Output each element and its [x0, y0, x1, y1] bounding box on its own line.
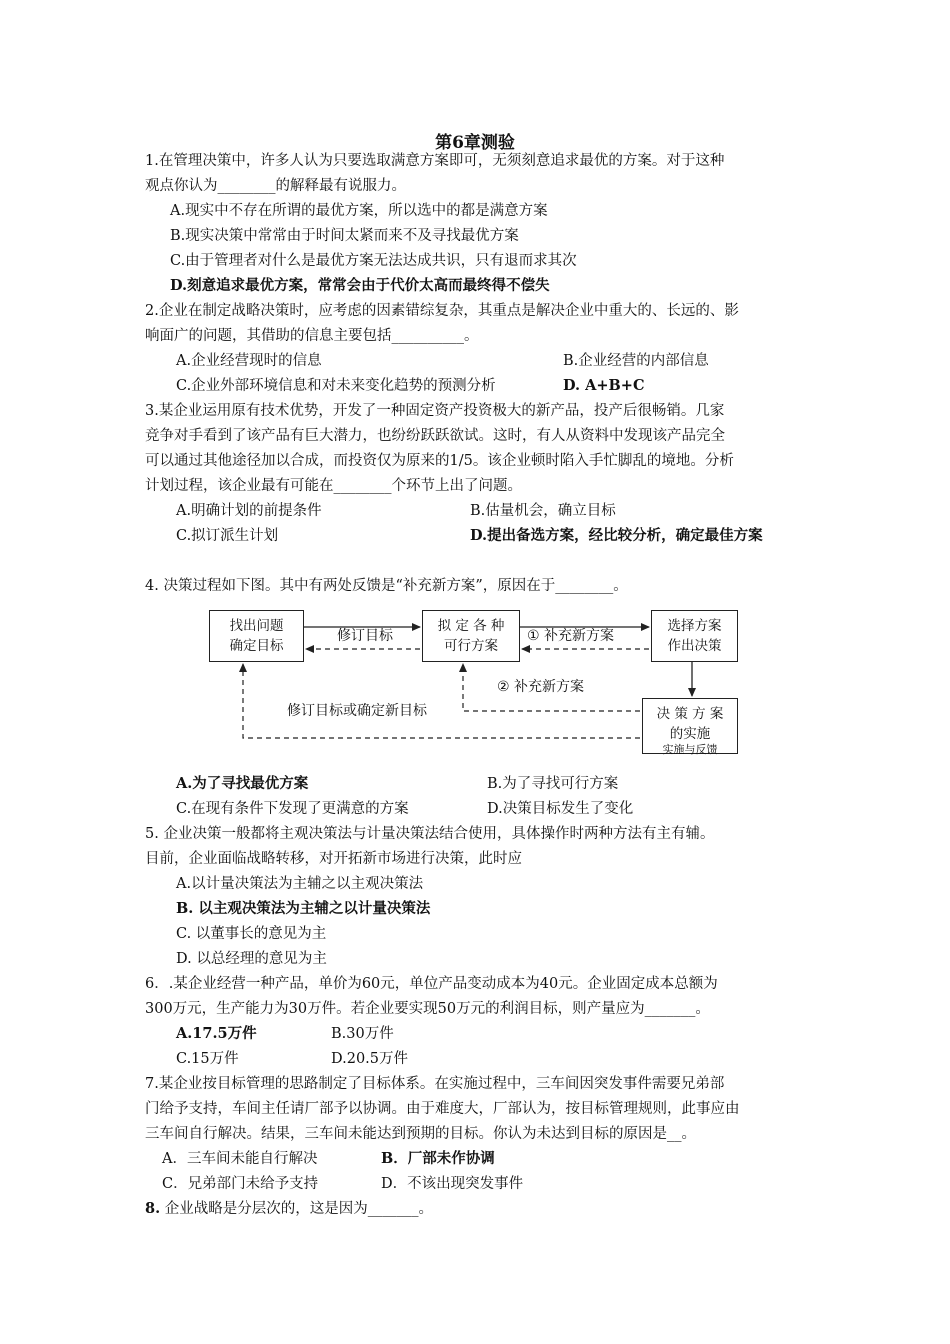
q5-option-a: A.以计量决策法为主辅之以主观决策法 [176, 876, 424, 892]
q2-option-a: A.企业经营现时的信息 [176, 353, 322, 369]
q5-option-c: C. 以董事长的意见为主 [176, 926, 327, 942]
q7-stem-line2: 门给予支持，车间主任请厂部予以协调。由于难度大，厂部认为，按目标管理规则，此事应由 [145, 1101, 740, 1117]
q7-stem-line1: 7.某企业按目标管理的思路制定了目标体系。在实施过程中，三车间因突发事件需要兄弟部 [145, 1076, 725, 1092]
flow-box-choose-decide-line2: 作出决策 [667, 638, 722, 654]
q2-option-b: B.企业经营的内部信息 [563, 353, 709, 369]
q2-option-d-answer: D. A+B+C [563, 377, 645, 394]
flow-box-choose-decide [651, 610, 738, 662]
q8-text: 企业战略是分层次的，这是因为_______。 [160, 1201, 433, 1217]
q1-option-c: C.由于管理者对什么是最优方案无法达成共识，只有退而求其次 [170, 253, 577, 269]
q8-stem [145, 1199, 433, 1219]
q3-option-d-answer: D.提出备选方案，经比较分析，确定最佳方案 [470, 527, 763, 544]
q6-option-a-answer: A.17.5万件 [176, 1025, 257, 1042]
flow-box-draft-options-line1: 拟 定 各 种 [437, 618, 505, 634]
q5-stem-line1: 5. 企业决策一般都将主观决策法与计量决策法结合使用，具体操作时两种方法有主有辅。 [145, 826, 715, 842]
q4-option-b: B.为了寻找可行方案 [487, 776, 619, 792]
flow-box-implement-line3: 实施与反馈 [662, 743, 718, 756]
q3-option-a: A.明确计划的前提条件 [176, 503, 322, 519]
q3-stem-line2: 竞争对手看到了该产品有巨大潜力，也纷纷跃跃欲试。这时，有人从资料中发现该产品完全 [145, 428, 725, 444]
q7-option-b-answer: B．厂部未作协调 [381, 1150, 495, 1167]
flow-box-identify-problem-line2: 确定目标 [229, 638, 284, 654]
flow-label-revise-new-goal: 修订目标或确定新目标 [287, 703, 427, 719]
q4-option-a-answer: A.为了寻找最优方案 [176, 775, 309, 792]
q6-option-c: C.15万件 [176, 1051, 239, 1067]
flow-box-choose-decide-line1: 选择方案 [667, 618, 722, 634]
q3-option-b: B.估量机会，确立目标 [470, 503, 616, 519]
q1-stem-line2: 观点你认为________的解释最有说服力。 [145, 178, 406, 194]
flow-box-identify-problem [209, 610, 304, 662]
q4-stem-line1: 4. 决策过程如下图。其中有两处反馈是“补充新方案”，原因在于________。 [145, 578, 628, 594]
q2-stem-line1: 2.企业在制定战略决策时，应考虑的因素错综复杂，其重点是解决企业中重大的、长远的、影 [145, 303, 739, 319]
q5-option-d: D. 以总经理的意见为主 [176, 951, 327, 967]
q6-option-d: D.20.5万件 [331, 1051, 409, 1067]
q5-option-b-answer: B. 以主观决策法为主辅之以计量决策法 [176, 900, 431, 917]
flow-box-implement-line2: 的实施 [669, 726, 711, 742]
q4-option-d: D.决策目标发生了变化 [487, 801, 634, 817]
q7-stem-line3: 三车间自行解决。结果，三车间未能达到预期的目标。你认为未达到目标的原因是__。 [145, 1126, 696, 1142]
q1-stem-line1: 1.在管理决策中，许多人认为只要选取满意方案即可，无须刻意追求最优的方案。对于这种 [145, 153, 725, 169]
flow-label-supplement-2: ② 补充新方案 [497, 679, 585, 695]
q2-option-c: C.企业外部环境信息和对未来变化趋势的预测分析 [176, 378, 496, 394]
page-title: 第6章测验 [435, 133, 515, 153]
flow-box-implement [642, 698, 738, 754]
flow-box-draft-options-line2: 可行方案 [444, 638, 498, 654]
flow-box-identify-problem-line1: 找出问题 [229, 618, 284, 634]
flow-label-revise-goal: 修订目标 [337, 628, 393, 644]
q4-option-c: C.在现有条件下发现了更满意的方案 [176, 801, 409, 817]
q3-stem-line4: 计划过程，该企业最有可能在________个环节上出了问题。 [145, 478, 522, 494]
q7-option-c: C．兄弟部门未给予支持 [162, 1176, 319, 1192]
q6-stem-line1: 6．.某企业经营一种产品，单价为60元，单位产品变动成本为40元。企业固定成本总额为 [145, 976, 718, 992]
q8-number: 8. [145, 1200, 161, 1217]
q7-option-a: A．三车间未能自行解决 [162, 1151, 318, 1167]
q2-stem-line2: 响面广的问题，其借助的信息主要包括__________。 [145, 328, 479, 344]
q1-option-a: A.现实中不存在所谓的最优方案，所以选中的都是满意方案 [170, 203, 548, 219]
q1-option-d-answer: D.刻意追求最优方案，常常会由于代价太高而最终得不偿失 [170, 277, 550, 294]
q3-option-c: C.拟订派生计划 [176, 528, 279, 544]
q1-option-b: B.现实决策中常常由于时间太紧而来不及寻找最优方案 [170, 228, 519, 244]
flow-box-draft-options [422, 610, 520, 662]
q6-stem-line2: 300万元，生产能力为30万件。若企业要实现50万元的利润目标，则产量应为_______。 [145, 1001, 710, 1017]
q7-option-d: D．不该出现突发事件 [381, 1176, 524, 1192]
q3-stem-line1: 3.某企业运用原有技术优势，开发了一种固定资产投资极大的新产品，投产后很畅销。几家 [145, 403, 725, 419]
q3-stem-line3: 可以通过其他途径加以合成，而投资仅为原来的1/5。该企业顿时陷入手忙脚乱的境地。分析 [145, 453, 734, 469]
q6-option-b: B.30万件 [331, 1026, 394, 1042]
flow-label-supplement-1: ① 补充新方案 [527, 628, 615, 644]
q5-stem-line2: 目前，企业面临战略转移，对开拓新市场进行决策，此时应 [145, 851, 522, 867]
flow-box-implement-line1: 决 策 方 案 [656, 706, 724, 722]
